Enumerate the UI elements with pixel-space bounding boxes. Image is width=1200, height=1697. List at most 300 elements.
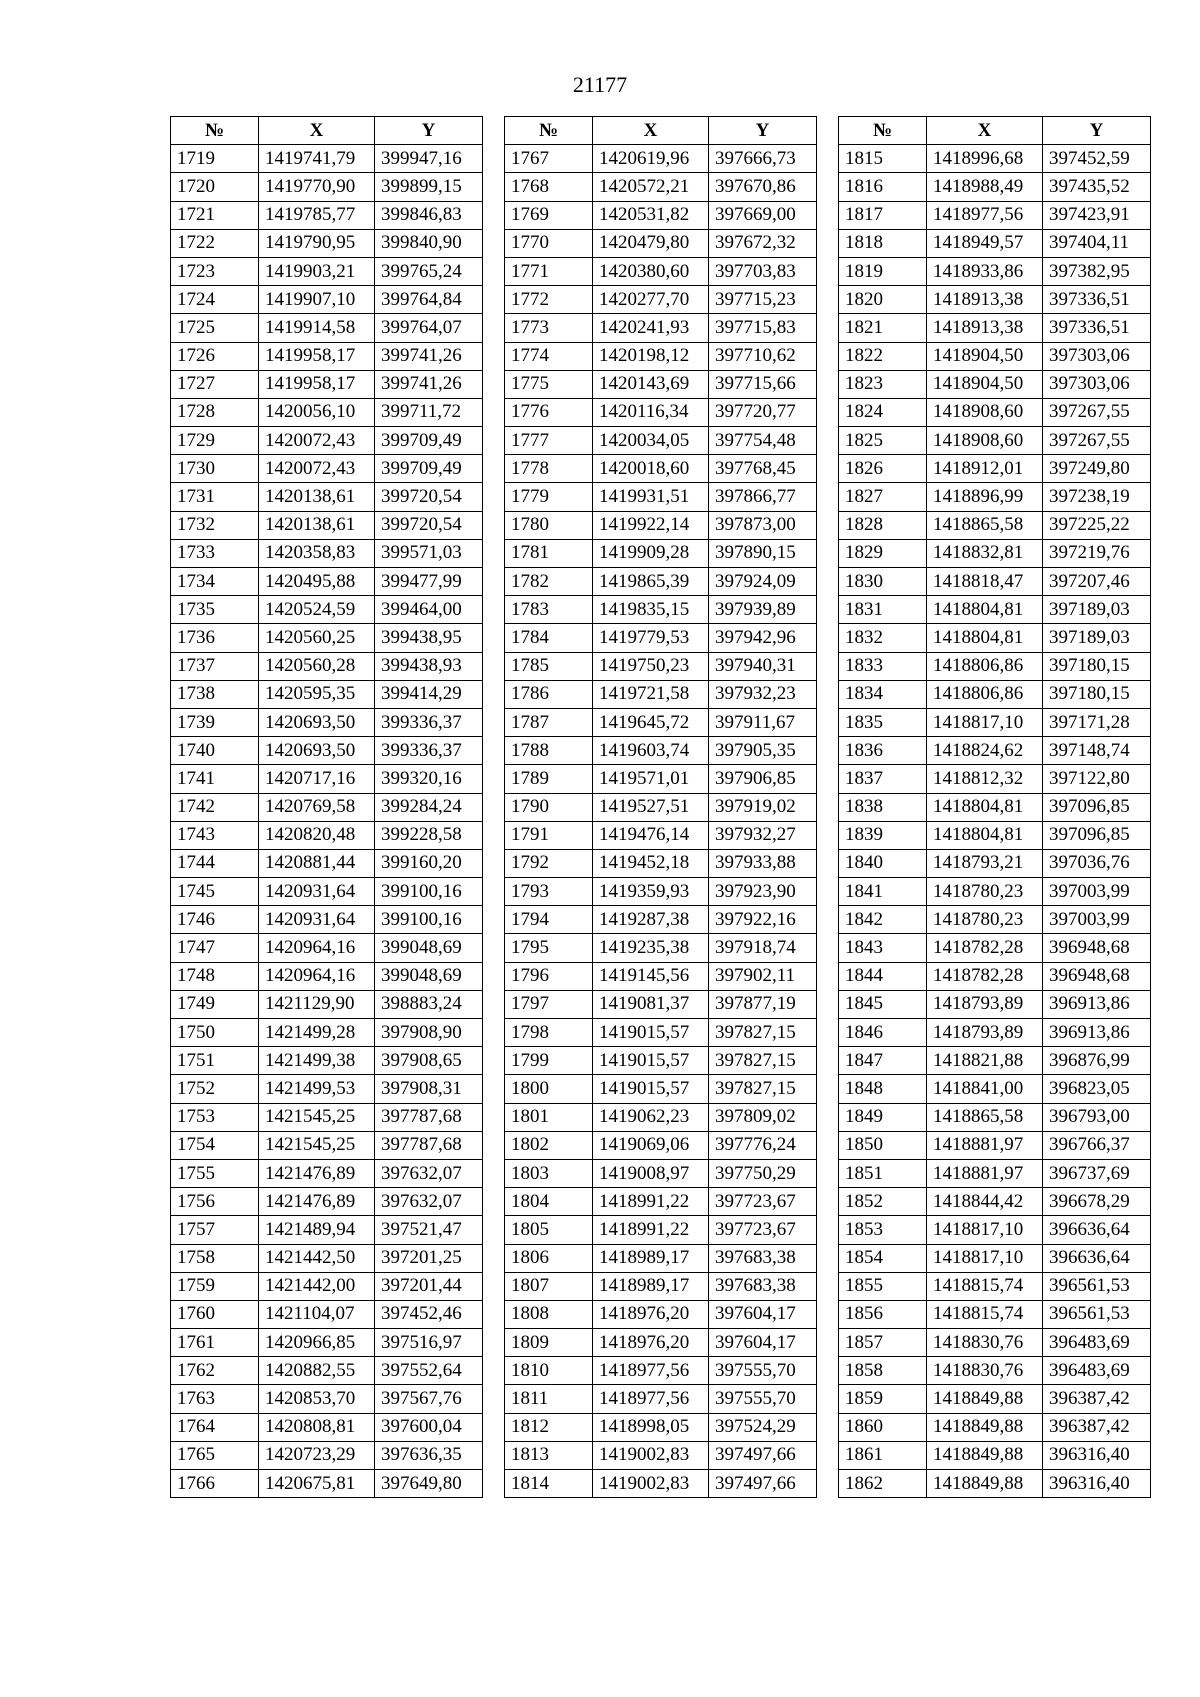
table-row (505, 1272, 817, 1300)
x-coordinate-cell: 1421476,89 (259, 1188, 375, 1216)
point-number-cell: 1862 (839, 1470, 927, 1498)
y-coordinate-cell: 397787,68 (375, 1131, 483, 1159)
table-row (839, 539, 1151, 567)
y-coordinate-cell: 397933,88 (709, 849, 817, 877)
x-coordinate-cell: 1419721,58 (593, 680, 709, 708)
table-row (839, 511, 1151, 539)
point-number-cell: 1832 (839, 624, 927, 652)
point-number-cell: 1820 (839, 286, 927, 314)
table-row (839, 229, 1151, 257)
y-coordinate-cell: 399284,24 (375, 793, 483, 821)
point-number-cell: 1809 (505, 1329, 593, 1357)
y-column-header: Y (1043, 117, 1151, 145)
table-row (171, 1385, 483, 1413)
y-coordinate-cell: 399100,16 (375, 906, 483, 934)
x-coordinate-cell: 1418988,49 (927, 173, 1043, 201)
point-number-cell: 1803 (505, 1159, 593, 1187)
point-number-cell: 1823 (839, 370, 927, 398)
point-number-cell: 1792 (505, 849, 593, 877)
point-number-cell: 1769 (505, 201, 593, 229)
point-number-cell: 1829 (839, 539, 927, 567)
y-coordinate-cell: 397632,07 (375, 1188, 483, 1216)
point-number-cell: 1798 (505, 1019, 593, 1047)
y-coordinate-cell: 397336,51 (1043, 286, 1151, 314)
table-row (505, 1019, 817, 1047)
x-coordinate-cell: 1419922,14 (593, 511, 709, 539)
x-coordinate-cell: 1420808,81 (259, 1413, 375, 1441)
table-row (839, 934, 1151, 962)
x-coordinate-cell: 1420524,59 (259, 596, 375, 624)
table-row (505, 483, 817, 511)
x-coordinate-cell: 1420056,10 (259, 398, 375, 426)
x-coordinate-cell: 1418806,86 (927, 652, 1043, 680)
x-coordinate-cell: 1418881,97 (927, 1131, 1043, 1159)
point-number-cell: 1758 (171, 1244, 259, 1272)
x-coordinate-cell: 1420693,50 (259, 708, 375, 736)
x-column-header: X (593, 117, 709, 145)
y-coordinate-cell: 397201,44 (375, 1272, 483, 1300)
point-number-cell: 1726 (171, 342, 259, 370)
x-coordinate-cell: 1419002,83 (593, 1441, 709, 1469)
x-coordinate-cell: 1420717,16 (259, 765, 375, 793)
y-coordinate-cell: 397649,80 (375, 1470, 483, 1498)
table-body (171, 145, 483, 1498)
x-coordinate-cell: 1420531,82 (593, 201, 709, 229)
point-number-cell: 1794 (505, 906, 593, 934)
table-row (171, 314, 483, 342)
table-row (171, 1357, 483, 1385)
table-row (839, 652, 1151, 680)
x-coordinate-cell: 1418824,62 (927, 737, 1043, 765)
x-coordinate-cell: 1418904,50 (927, 370, 1043, 398)
table-header-row (505, 117, 817, 145)
point-number-cell: 1808 (505, 1300, 593, 1328)
x-coordinate-cell: 1420964,16 (259, 934, 375, 962)
y-coordinate-cell: 397225,22 (1043, 511, 1151, 539)
table-row (171, 370, 483, 398)
x-coordinate-cell: 1419958,17 (259, 342, 375, 370)
y-coordinate-cell: 399571,03 (375, 539, 483, 567)
y-coordinate-cell: 397720,77 (709, 398, 817, 426)
table-row (839, 145, 1151, 173)
table-row (505, 1441, 817, 1469)
point-number-cell: 1789 (505, 765, 593, 793)
x-coordinate-cell: 1421545,25 (259, 1103, 375, 1131)
table-row (171, 934, 483, 962)
y-coordinate-cell: 399414,29 (375, 680, 483, 708)
table-row (505, 568, 817, 596)
x-coordinate-cell: 1420964,16 (259, 962, 375, 990)
x-coordinate-cell: 1420966,85 (259, 1329, 375, 1357)
table-row (171, 737, 483, 765)
point-number-cell: 1812 (505, 1413, 593, 1441)
x-coordinate-cell: 1418804,81 (927, 596, 1043, 624)
point-number-cell: 1854 (839, 1244, 927, 1272)
x-coordinate-cell: 1420619,96 (593, 145, 709, 173)
coordinate-table-1 (170, 116, 483, 1498)
y-coordinate-cell: 397877,19 (709, 990, 817, 1018)
x-coordinate-cell: 1420931,64 (259, 878, 375, 906)
point-number-cell: 1804 (505, 1188, 593, 1216)
point-number-cell: 1740 (171, 737, 259, 765)
point-number-cell: 1734 (171, 568, 259, 596)
point-number-cell: 1780 (505, 511, 593, 539)
x-coordinate-cell: 1419015,57 (593, 1047, 709, 1075)
y-coordinate-cell: 397669,00 (709, 201, 817, 229)
point-number-cell: 1859 (839, 1385, 927, 1413)
x-coordinate-cell: 1418780,23 (927, 906, 1043, 934)
x-coordinate-cell: 1418849,88 (927, 1470, 1043, 1498)
x-coordinate-cell: 1418780,23 (927, 878, 1043, 906)
table-row (171, 990, 483, 1018)
x-coordinate-cell: 1418991,22 (593, 1188, 709, 1216)
point-number-cell: 1778 (505, 455, 593, 483)
y-coordinate-cell: 397180,15 (1043, 680, 1151, 708)
y-coordinate-cell: 397754,48 (709, 427, 817, 455)
x-coordinate-cell: 1418793,89 (927, 990, 1043, 1018)
point-number-cell: 1770 (505, 229, 593, 257)
point-number-cell: 1790 (505, 793, 593, 821)
x-coordinate-cell: 1418865,58 (927, 511, 1043, 539)
x-coordinate-cell: 1419914,58 (259, 314, 375, 342)
y-coordinate-cell: 399840,90 (375, 229, 483, 257)
table-row (505, 511, 817, 539)
point-number-cell: 1729 (171, 427, 259, 455)
point-number-cell: 1797 (505, 990, 593, 1018)
x-coordinate-cell: 1419081,37 (593, 990, 709, 1018)
x-coordinate-cell: 1418896,99 (927, 483, 1043, 511)
y-coordinate-cell: 397890,15 (709, 539, 817, 567)
table-row (171, 1441, 483, 1469)
point-number-cell: 1732 (171, 511, 259, 539)
point-number-cell: 1791 (505, 821, 593, 849)
point-number-cell: 1724 (171, 286, 259, 314)
point-number-cell: 1843 (839, 934, 927, 962)
x-coordinate-cell: 1419452,18 (593, 849, 709, 877)
table-row (839, 1272, 1151, 1300)
x-coordinate-cell: 1420241,93 (593, 314, 709, 342)
point-number-cell: 1796 (505, 962, 593, 990)
table-row (171, 793, 483, 821)
point-number-cell: 1736 (171, 624, 259, 652)
y-coordinate-cell: 397922,16 (709, 906, 817, 934)
point-number-cell: 1856 (839, 1300, 927, 1328)
table-row (839, 1019, 1151, 1047)
y-coordinate-cell: 396387,42 (1043, 1413, 1151, 1441)
table-row (505, 314, 817, 342)
x-coordinate-cell: 1420380,60 (593, 257, 709, 285)
x-coordinate-cell: 1418989,17 (593, 1244, 709, 1272)
x-coordinate-cell: 1418989,17 (593, 1272, 709, 1300)
y-coordinate-cell: 397516,97 (375, 1329, 483, 1357)
table-row (839, 624, 1151, 652)
point-number-cell: 1834 (839, 680, 927, 708)
table-row (505, 1244, 817, 1272)
table-row (171, 596, 483, 624)
point-number-cell: 1839 (839, 821, 927, 849)
point-number-cell: 1755 (171, 1159, 259, 1187)
table-header-row (171, 117, 483, 145)
x-coordinate-cell: 1419002,83 (593, 1470, 709, 1498)
y-coordinate-cell: 397452,46 (375, 1300, 483, 1328)
table-row (171, 173, 483, 201)
x-coordinate-cell: 1418908,60 (927, 398, 1043, 426)
x-coordinate-cell: 1418908,60 (927, 427, 1043, 455)
y-coordinate-cell: 399438,95 (375, 624, 483, 652)
y-coordinate-cell: 397497,66 (709, 1441, 817, 1469)
table-row (839, 1413, 1151, 1441)
point-number-cell: 1753 (171, 1103, 259, 1131)
table-row (171, 652, 483, 680)
table-row (505, 652, 817, 680)
x-coordinate-cell: 1418991,22 (593, 1216, 709, 1244)
table-row (505, 1103, 817, 1131)
y-coordinate-cell: 396483,69 (1043, 1357, 1151, 1385)
point-number-cell: 1763 (171, 1385, 259, 1413)
table-row (839, 821, 1151, 849)
table-row (505, 821, 817, 849)
y-coordinate-cell: 399709,49 (375, 455, 483, 483)
table-row (505, 370, 817, 398)
table-row (171, 1300, 483, 1328)
y-column-header: Y (375, 117, 483, 145)
point-number-cell: 1762 (171, 1357, 259, 1385)
point-number-cell: 1848 (839, 1075, 927, 1103)
table-row (171, 1188, 483, 1216)
table-row (505, 286, 817, 314)
point-number-cell: 1768 (505, 173, 593, 201)
point-number-cell: 1735 (171, 596, 259, 624)
point-number-cell: 1846 (839, 1019, 927, 1047)
y-coordinate-cell: 396636,64 (1043, 1244, 1151, 1272)
point-number-cell: 1766 (171, 1470, 259, 1498)
point-number-cell: 1835 (839, 708, 927, 736)
table-row (839, 483, 1151, 511)
x-coordinate-cell: 1420116,34 (593, 398, 709, 426)
x-coordinate-cell: 1420198,12 (593, 342, 709, 370)
point-number-cell: 1827 (839, 483, 927, 511)
x-coordinate-cell: 1420034,05 (593, 427, 709, 455)
y-coordinate-cell: 397918,74 (709, 934, 817, 962)
point-number-cell: 1750 (171, 1019, 259, 1047)
y-coordinate-cell: 397715,23 (709, 286, 817, 314)
table-row (839, 962, 1151, 990)
x-coordinate-cell: 1419770,90 (259, 173, 375, 201)
x-coordinate-cell: 1418844,42 (927, 1188, 1043, 1216)
x-coordinate-cell: 1418996,68 (927, 145, 1043, 173)
y-coordinate-cell: 399160,20 (375, 849, 483, 877)
point-number-cell: 1822 (839, 342, 927, 370)
point-number-cell: 1771 (505, 257, 593, 285)
table-row (505, 1047, 817, 1075)
table-row (505, 737, 817, 765)
x-coordinate-cell: 1419235,38 (593, 934, 709, 962)
x-coordinate-cell: 1420479,80 (593, 229, 709, 257)
point-number-cell: 1860 (839, 1413, 927, 1441)
table-row (505, 793, 817, 821)
table-row (505, 455, 817, 483)
y-coordinate-cell: 397683,38 (709, 1244, 817, 1272)
table-row (505, 596, 817, 624)
x-coordinate-cell: 1419359,93 (593, 878, 709, 906)
x-coordinate-cell: 1419015,57 (593, 1075, 709, 1103)
table-row (171, 483, 483, 511)
table-row (839, 201, 1151, 229)
table-row (839, 1216, 1151, 1244)
y-coordinate-cell: 396316,40 (1043, 1470, 1151, 1498)
y-coordinate-cell: 399100,16 (375, 878, 483, 906)
y-coordinate-cell: 397189,03 (1043, 596, 1151, 624)
x-coordinate-cell: 1419145,56 (593, 962, 709, 990)
y-coordinate-cell: 397942,96 (709, 624, 817, 652)
table-row (505, 427, 817, 455)
table-row (171, 257, 483, 285)
table-row (171, 1019, 483, 1047)
x-coordinate-cell: 1418793,89 (927, 1019, 1043, 1047)
table-row (505, 173, 817, 201)
x-coordinate-cell: 1418881,97 (927, 1159, 1043, 1187)
y-coordinate-cell: 397096,85 (1043, 821, 1151, 849)
y-coordinate-cell: 397096,85 (1043, 793, 1151, 821)
point-number-cell: 1785 (505, 652, 593, 680)
y-coordinate-cell: 398883,24 (375, 990, 483, 1018)
point-number-cell: 1772 (505, 286, 593, 314)
table-row (839, 990, 1151, 1018)
y-coordinate-cell: 397908,31 (375, 1075, 483, 1103)
x-coordinate-cell: 1419779,53 (593, 624, 709, 652)
point-number-cell: 1830 (839, 568, 927, 596)
point-number-cell: 1719 (171, 145, 259, 173)
x-column-header: X (927, 117, 1043, 145)
y-coordinate-cell: 397723,67 (709, 1216, 817, 1244)
point-number-cell: 1815 (839, 145, 927, 173)
number-column-header: № (839, 117, 927, 145)
x-coordinate-cell: 1418804,81 (927, 821, 1043, 849)
table-row (171, 624, 483, 652)
y-coordinate-cell: 397715,83 (709, 314, 817, 342)
point-number-cell: 1774 (505, 342, 593, 370)
point-number-cell: 1760 (171, 1300, 259, 1328)
point-number-cell: 1810 (505, 1357, 593, 1385)
x-coordinate-cell: 1418904,50 (927, 342, 1043, 370)
point-number-cell: 1720 (171, 173, 259, 201)
y-coordinate-cell: 399228,58 (375, 821, 483, 849)
point-number-cell: 1779 (505, 483, 593, 511)
x-coordinate-cell: 1420931,64 (259, 906, 375, 934)
x-coordinate-cell: 1418817,10 (927, 1216, 1043, 1244)
x-coordinate-cell: 1418830,76 (927, 1329, 1043, 1357)
y-coordinate-cell: 399709,49 (375, 427, 483, 455)
x-coordinate-cell: 1418804,81 (927, 624, 1043, 652)
point-number-cell: 1861 (839, 1441, 927, 1469)
y-coordinate-cell: 397924,09 (709, 568, 817, 596)
y-coordinate-cell: 397336,51 (1043, 314, 1151, 342)
table-row (171, 962, 483, 990)
point-number-cell: 1806 (505, 1244, 593, 1272)
table-row (505, 145, 817, 173)
point-number-cell: 1759 (171, 1272, 259, 1300)
table-row (505, 257, 817, 285)
x-coordinate-cell: 1421499,38 (259, 1047, 375, 1075)
y-coordinate-cell: 397911,67 (709, 708, 817, 736)
point-number-cell: 1800 (505, 1075, 593, 1103)
x-coordinate-cell: 1420572,21 (593, 173, 709, 201)
y-coordinate-cell: 396876,99 (1043, 1047, 1151, 1075)
table-row (171, 427, 483, 455)
table-body (839, 145, 1151, 1498)
point-number-cell: 1787 (505, 708, 593, 736)
point-number-cell: 1813 (505, 1441, 593, 1469)
x-coordinate-cell: 1419527,51 (593, 793, 709, 821)
y-coordinate-cell: 396913,86 (1043, 1019, 1151, 1047)
table-row (171, 342, 483, 370)
x-coordinate-cell: 1421104,07 (259, 1300, 375, 1328)
table-row (505, 1357, 817, 1385)
table-row (171, 906, 483, 934)
table-row (171, 821, 483, 849)
y-coordinate-cell: 396948,68 (1043, 934, 1151, 962)
x-coordinate-cell: 1420072,43 (259, 427, 375, 455)
point-number-cell: 1802 (505, 1131, 593, 1159)
x-coordinate-cell: 1419476,14 (593, 821, 709, 849)
point-number-cell: 1858 (839, 1357, 927, 1385)
point-number-cell: 1807 (505, 1272, 593, 1300)
x-coordinate-cell: 1421489,94 (259, 1216, 375, 1244)
table-row (839, 314, 1151, 342)
y-coordinate-cell: 397435,52 (1043, 173, 1151, 201)
x-coordinate-cell: 1418832,81 (927, 539, 1043, 567)
table-row (839, 793, 1151, 821)
point-number-cell: 1757 (171, 1216, 259, 1244)
y-coordinate-cell: 397866,77 (709, 483, 817, 511)
x-coordinate-cell: 1418793,21 (927, 849, 1043, 877)
table-row (839, 906, 1151, 934)
table-row (505, 1329, 817, 1357)
table-row (171, 708, 483, 736)
y-coordinate-cell: 397552,64 (375, 1357, 483, 1385)
table-row (839, 1075, 1151, 1103)
x-coordinate-cell: 1418849,88 (927, 1413, 1043, 1441)
point-number-cell: 1756 (171, 1188, 259, 1216)
table-row (839, 596, 1151, 624)
table-row (171, 680, 483, 708)
y-coordinate-cell: 397148,74 (1043, 737, 1151, 765)
point-number-cell: 1776 (505, 398, 593, 426)
x-coordinate-cell: 1418933,86 (927, 257, 1043, 285)
x-coordinate-cell: 1418782,28 (927, 962, 1043, 990)
number-column-header: № (505, 117, 593, 145)
x-coordinate-cell: 1420882,55 (259, 1357, 375, 1385)
table-row (505, 229, 817, 257)
point-number-cell: 1782 (505, 568, 593, 596)
y-coordinate-cell: 397267,55 (1043, 427, 1151, 455)
y-coordinate-cell: 399048,69 (375, 962, 483, 990)
x-coordinate-cell: 1420143,69 (593, 370, 709, 398)
point-number-cell: 1773 (505, 314, 593, 342)
table-row (505, 201, 817, 229)
y-coordinate-cell: 397670,86 (709, 173, 817, 201)
table-row (171, 765, 483, 793)
x-coordinate-cell: 1419958,17 (259, 370, 375, 398)
y-coordinate-cell: 396678,29 (1043, 1188, 1151, 1216)
point-number-cell: 1841 (839, 878, 927, 906)
y-coordinate-cell: 397906,85 (709, 765, 817, 793)
point-number-cell: 1742 (171, 793, 259, 821)
y-coordinate-cell: 397932,23 (709, 680, 817, 708)
table-row (171, 1329, 483, 1357)
y-column-header: Y (709, 117, 817, 145)
point-number-cell: 1764 (171, 1413, 259, 1441)
